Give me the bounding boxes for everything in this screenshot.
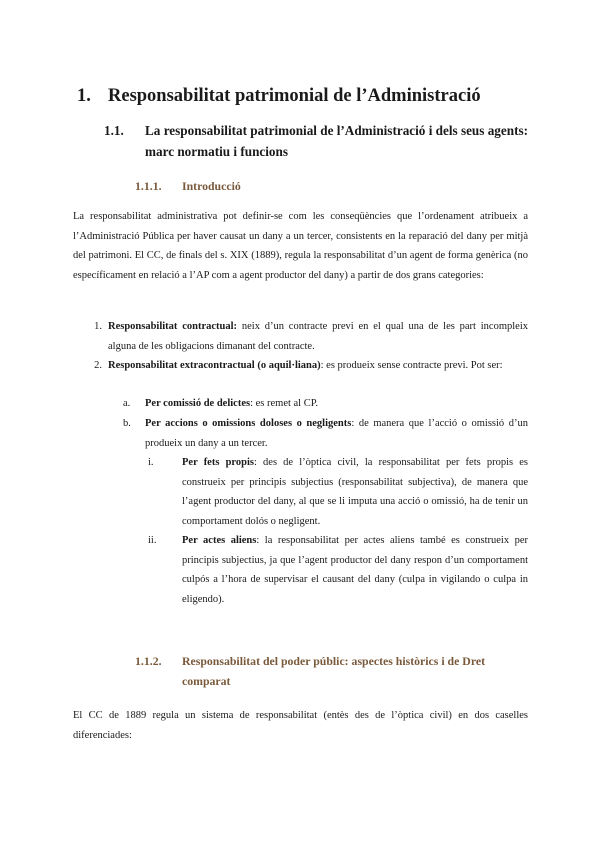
list-marker: ii. [148,535,157,546]
list-item-text: : es produeix sense contracte previ. Pot ser: [320,360,503,371]
heading-3-history-number: 1.1.2. [135,654,162,668]
heading-1 [77,84,537,108]
list-marker: i. [148,457,154,468]
list-subsubitem-actes-aliens [148,531,528,609]
list-marker: 1. [94,321,102,332]
heading-1-title: Responsabilitat patrimonial de l’Administració [108,86,481,106]
list-marker: b. [123,418,131,429]
list-item-term: Responsabilitat contractual: [108,321,238,332]
list-item-text: : es remet al CP. [250,398,319,409]
heading-2 [104,121,528,162]
list-item-text: : de manera que l’acció o omissió d’un produeix un dany a un tercer. [145,418,528,449]
list-subitem-delictes [123,394,528,414]
list-subitem-accions [123,414,528,453]
heading-3-intro-title: Introducció [182,179,241,193]
list-item-text: : des de l’òptica civil, la responsabilitat per fets propis es construeix per principis subjectius (responsabilitat subjectiva), de manera que l’agent productor del dany, al que se li imputa una acció o omissió, ha de tenir un comportament dolós o negligent. [182,457,528,527]
heading-2-title: La responsabilitat patrimonial de l’Administració i dels seus agents: marc normatiu i funcions [145,123,528,159]
heading-1-number: 1. [77,86,91,106]
list-item-term: Per actes aliens [182,535,257,546]
list-item-extracontractual [94,356,528,376]
list-item-text: : la responsabilitat per actes aliens també es construeix per principis subjectius, ja que l’agent productor del dany respon d’un comportament culpós a l’hora de supervisar el causant del dany (culpa in vigilando o culpa in eligendo). [182,535,528,605]
heading-3-intro [135,176,530,196]
heading-3-intro-number: 1.1.1. [135,179,162,193]
heading-3-history [135,651,530,691]
list-marker: a. [123,398,131,409]
list-item-term: Responsabilitat extracontractual (o aquil·liana) [108,360,321,371]
history-paragraph: El CC de 1889 regula un sistema de responsabilitat (entès des de l’òptica civil) en dos caselles diferenciades: [73,710,528,741]
heading-2-number: 1.1. [104,123,124,138]
list-item-term: Per accions o omissions doloses o negligents [145,418,352,429]
list-subsubitem-fets-propis [148,453,528,531]
list-item-term: Per fets propis [182,457,254,468]
list-item-term: Per comissió de delictes [145,398,251,409]
list-item-contractual [94,317,528,356]
list-item-text: neix d’un contracte previ en el qual una de les part incompleix alguna de les obligacions dimanant del contracte. [108,321,528,352]
heading-3-history-title: Responsabilitat del poder públic: aspectes històrics i de Dret comparat [182,654,486,688]
list-marker: 2. [94,360,102,371]
intro-paragraph: La responsabilitat administrativa pot definir-se com les conseqüències que l’ordenament atribueix a l’Administració Pública per haver causat un dany a un tercer, consistents en la reparació del dany per mitjà del patrimoni. El CC, de finals del s. XIX (1889), regula la responsabilitat d’un agent de forma genèrica (no específicament en relació a l’AP com a agent productor del dany) a partir de dos grans categories: [73,211,528,281]
